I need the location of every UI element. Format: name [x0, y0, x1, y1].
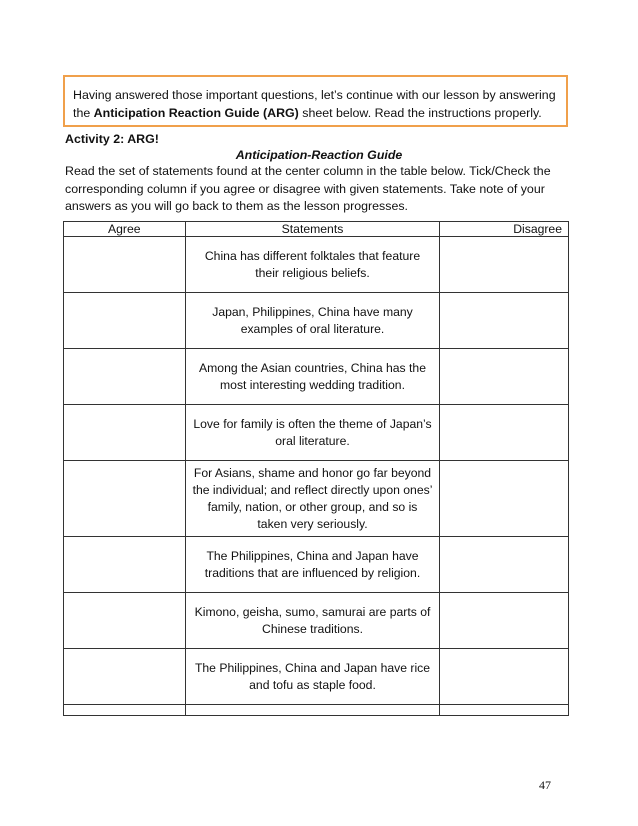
agree-header: Agree [64, 222, 186, 237]
statement-cell: Love for family is often the theme of Japan’s oral literature. [186, 405, 440, 461]
disagree-cell[interactable] [440, 649, 569, 705]
statement-cell: Kimono, geisha, sumo, samurai are parts of Chinese traditions. [186, 593, 440, 649]
disagree-cell[interactable] [440, 593, 569, 649]
table-row [64, 293, 569, 349]
agree-cell[interactable] [64, 649, 186, 705]
disagree-cell[interactable] [440, 537, 569, 593]
disagree-cell[interactable] [440, 349, 569, 405]
agree-cell[interactable] [64, 405, 186, 461]
table-row [64, 405, 569, 461]
agree-cell[interactable] [64, 537, 186, 593]
statement-cell-empty [186, 705, 440, 716]
statement-cell: The Philippines, China and Japan have traditions that are influenced by religion. [186, 537, 440, 593]
agree-cell[interactable] [64, 461, 186, 537]
disagree-header: Disagree [440, 222, 569, 237]
statement-cell: Japan, Philippines, China have many examples of oral literature. [186, 293, 440, 349]
agree-cell[interactable] [64, 705, 186, 716]
statement-cell: Among the Asian countries, China has the most interesting wedding tradition. [186, 349, 440, 405]
callout-bold-text: Anticipation Reaction Guide (ARG) [93, 106, 299, 120]
arg-table [63, 221, 569, 716]
callout-text-end: sheet below. Read the instructions properly. [298, 106, 542, 120]
table-row-empty [64, 705, 569, 716]
table-row [64, 537, 569, 593]
disagree-cell[interactable] [440, 405, 569, 461]
agree-cell[interactable] [64, 293, 186, 349]
statement-cell: For Asians, shame and honor go far beyond the individual; and reflect directly upon ones’ family, nation, or other group, and so is taken very seriously. [186, 461, 440, 537]
statement-cell: China has different folktales that feature their religious beliefs. [186, 237, 440, 293]
page-number: 47 [539, 778, 551, 792]
agree-cell[interactable] [64, 349, 186, 405]
statements-header: Statements [186, 222, 440, 237]
guide-title: Anticipation-Reaction Guide [235, 148, 403, 162]
table-row [64, 461, 569, 537]
disagree-cell[interactable] [440, 293, 569, 349]
table-header-row [64, 222, 569, 237]
table-row [64, 349, 569, 405]
table-row [64, 237, 569, 293]
instructions-paragraph: Read the set of statements found at the center column in the table below. Tick/Check the corresponding column if you agree or disagree with given statements. Take note of your answers as you will go back to them as the lesson progresses. [65, 164, 551, 213]
agree-cell[interactable] [64, 237, 186, 293]
statement-cell: The Philippines, China and Japan have rice and tofu as staple food. [186, 649, 440, 705]
table-row [64, 593, 569, 649]
activity-label: Activity 2: ARG! [65, 132, 159, 146]
callout-text: Having answered those important questions, let’s continue with our lesson by answering the [73, 88, 556, 120]
disagree-cell[interactable] [440, 237, 569, 293]
intro-callout [63, 75, 568, 127]
disagree-cell[interactable] [440, 461, 569, 537]
disagree-cell[interactable] [440, 705, 569, 716]
agree-cell[interactable] [64, 593, 186, 649]
table-row [64, 649, 569, 705]
